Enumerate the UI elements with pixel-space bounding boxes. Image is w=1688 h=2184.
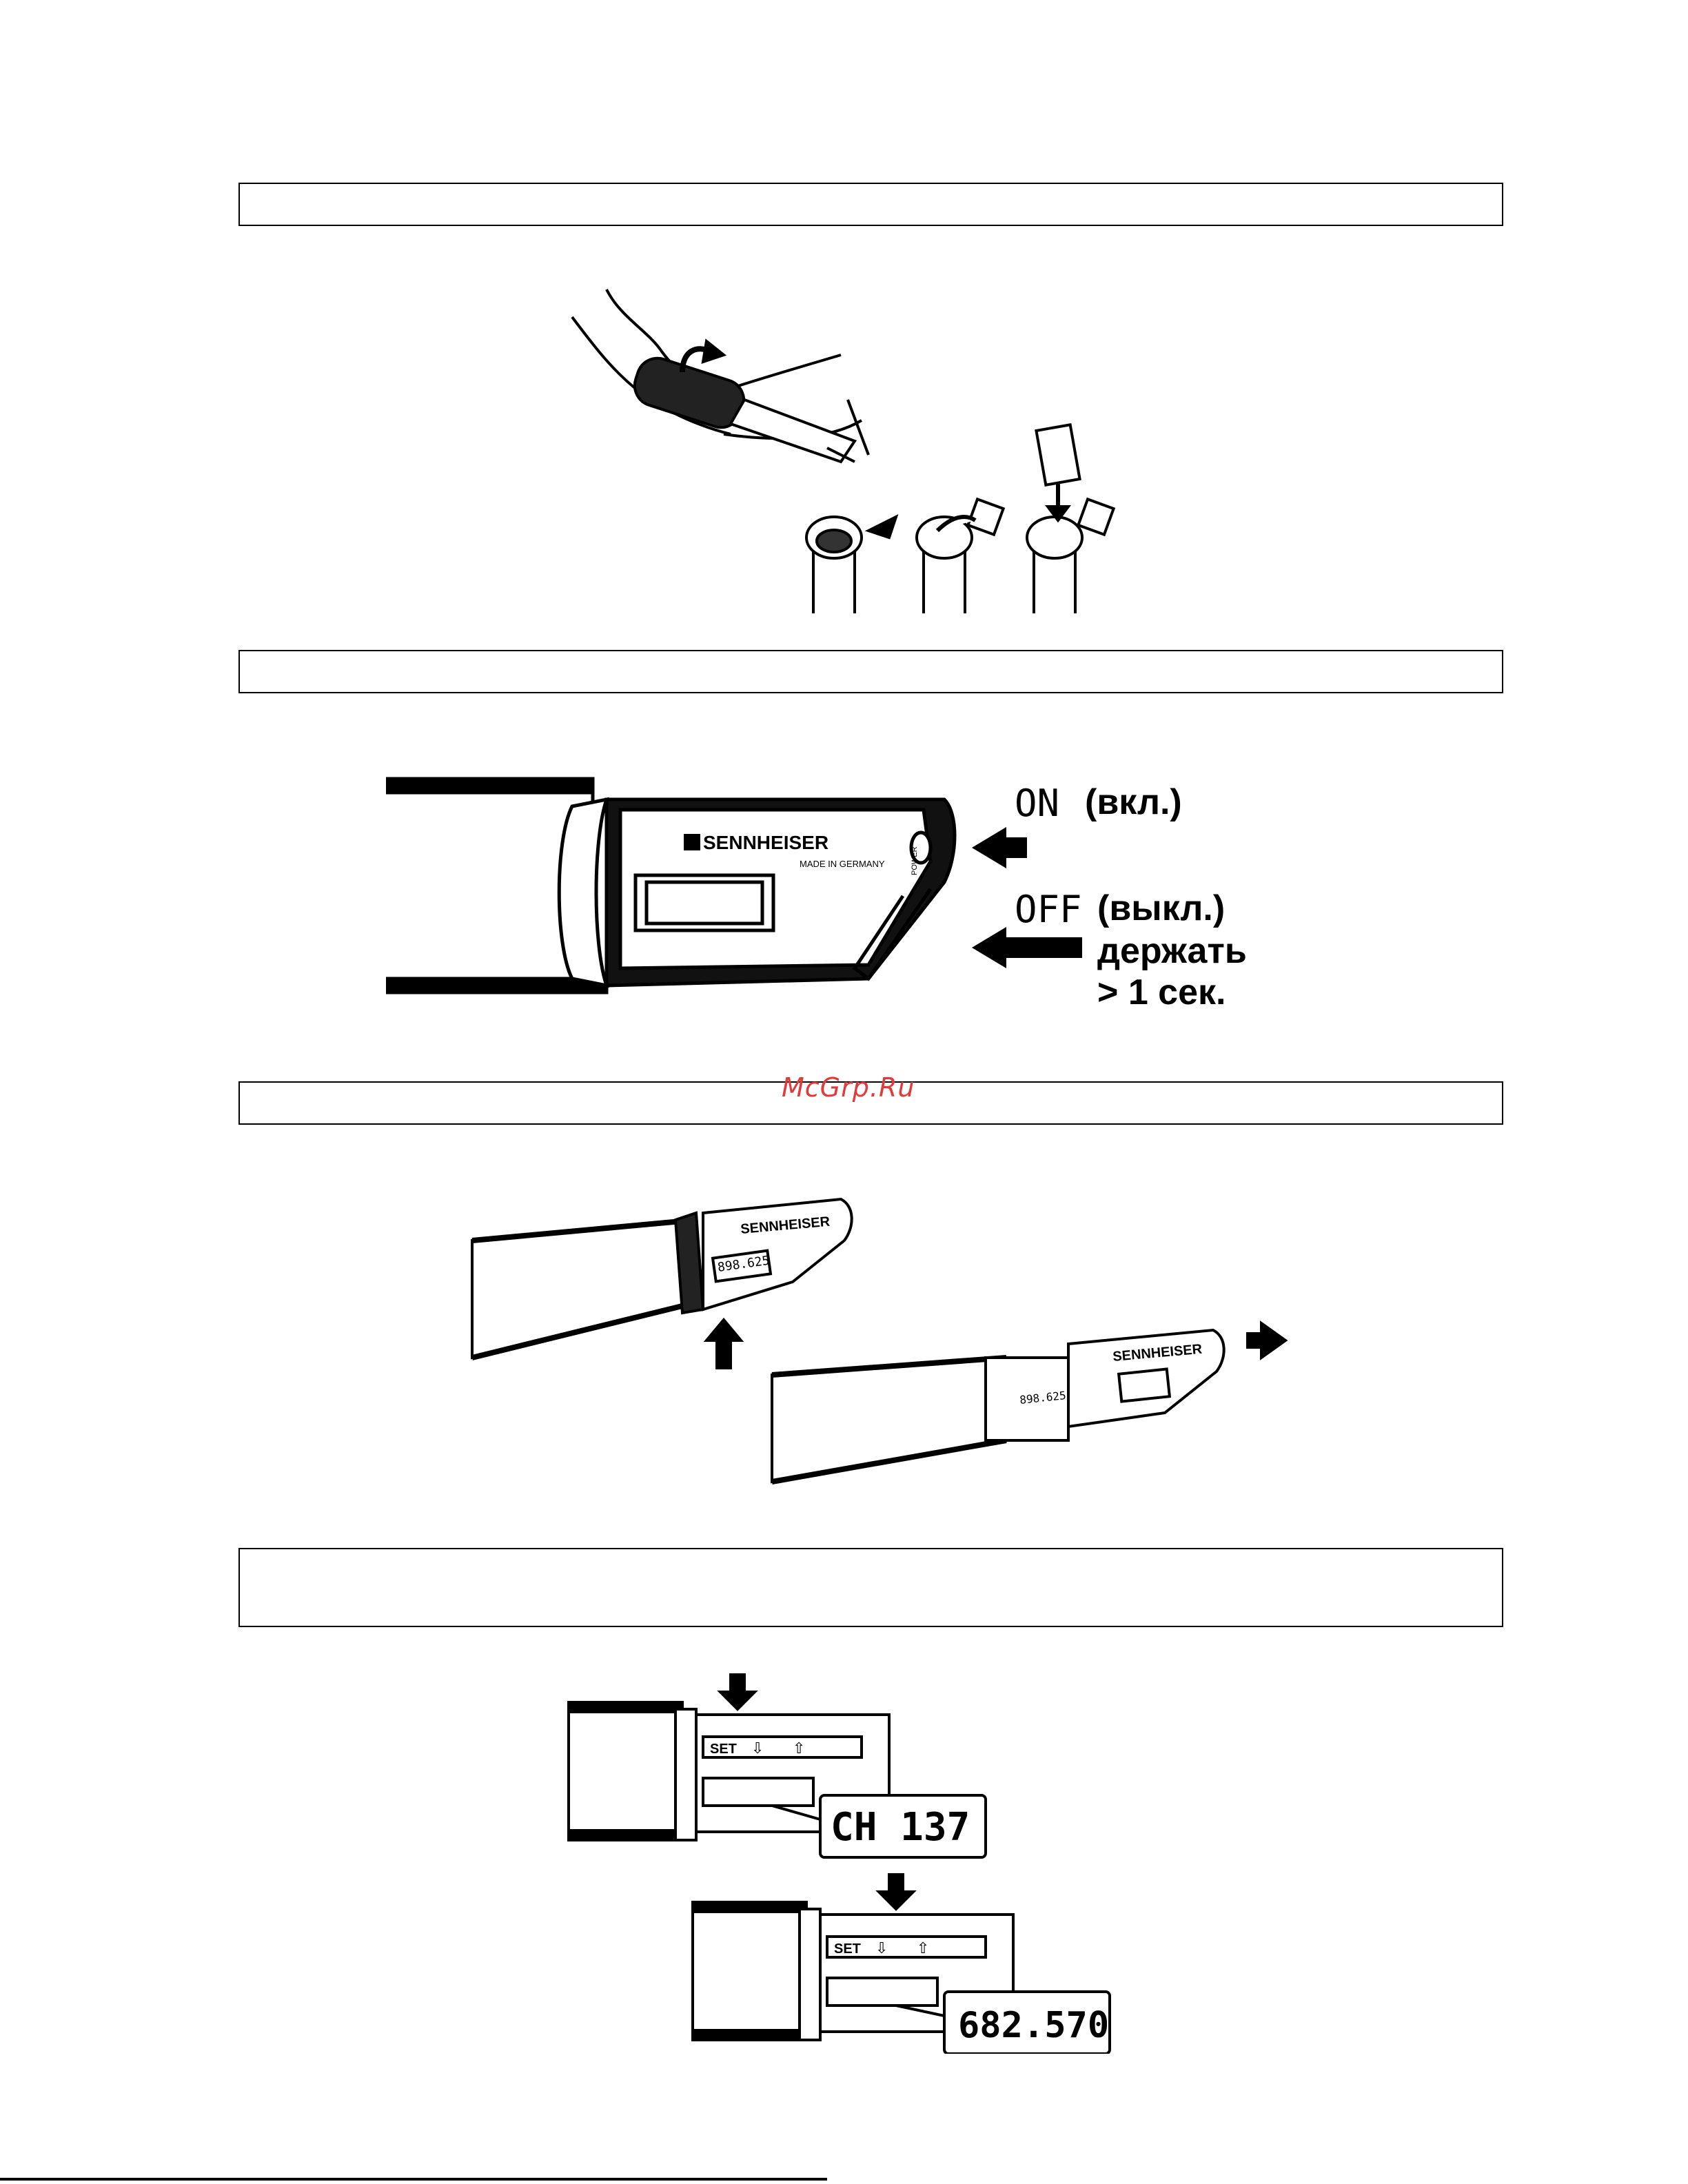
brand-logo-lower: SENNHEISER [1112, 1341, 1203, 1365]
page-bottom-rule [0, 2178, 827, 2181]
off-arrow-icon [972, 927, 1082, 968]
hold-duration-line1: держать [1097, 931, 1247, 971]
up-arrow-icon-lower: ⇧ [917, 1940, 930, 1957]
power-key-label: POWER [911, 846, 919, 875]
channel-display: CH 137 [831, 1805, 970, 1850]
watermark: McGrp.Ru [782, 1072, 915, 1103]
section-header-box-1 [238, 183, 1503, 226]
freq-display-lower: 898.625 [1019, 1389, 1067, 1407]
section-header-box-2 [238, 650, 1503, 693]
power-on-label: ON [1015, 782, 1060, 825]
frequency-display: 682.570 [958, 2005, 1110, 2046]
on-arrow-icon [972, 827, 1027, 868]
brand-logo-mark [684, 834, 700, 850]
brand-logo-upper: SENNHEISER [740, 1214, 831, 1237]
set-menu-illustration [565, 1668, 1117, 2054]
down-arrow-icon-upper: ⇩ [751, 1740, 764, 1757]
up-arrow-icon-upper: ⇧ [793, 1740, 806, 1757]
made-in-label: MADE IN GERMANY [800, 859, 885, 869]
battery-insert-illustration [565, 276, 1130, 620]
freq-display-upper: 898.625 [716, 1253, 771, 1275]
set-button-label-upper: SET [710, 1742, 737, 1757]
down-arrow-icon-lower: ⇩ [875, 1940, 888, 1957]
brand-logo-text: SENNHEISER [703, 832, 829, 853]
hold-duration-line2: > 1 сек. [1097, 972, 1226, 1012]
power-off-note: (выкл.) [1097, 888, 1226, 928]
set-button-label-lower: SET [834, 1941, 861, 1957]
sleeve-slide-illustration [469, 1192, 1303, 1496]
power-on-note: (вкл.) [1085, 782, 1182, 822]
section-header-box-4 [238, 1548, 1503, 1627]
power-off-label: OFF [1015, 888, 1082, 931]
